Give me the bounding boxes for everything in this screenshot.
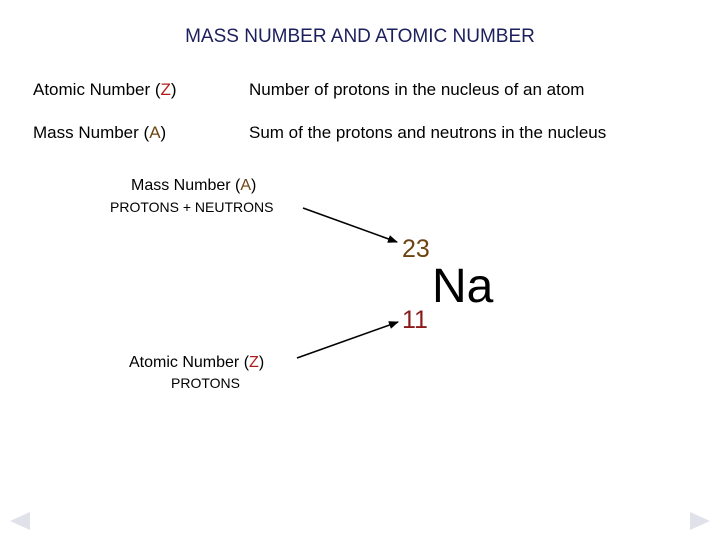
diagram-mass-suffix: )	[251, 177, 257, 194]
diagram-mass-sublabel: PROTONS + NEUTRONS	[110, 199, 274, 215]
atomic-number-value: 11	[402, 306, 428, 334]
diagram-atomic-sublabel: PROTONS	[171, 375, 240, 391]
atomic-arrow	[297, 322, 398, 358]
mass-number-value: 23	[402, 235, 430, 263]
diagram-atomic-suffix: )	[258, 354, 265, 371]
triangle-left-icon[interactable]	[10, 512, 30, 530]
z-symbol: Z	[160, 80, 171, 99]
mass-term-prefix: Mass Number (	[33, 123, 150, 142]
triangle-right-icon[interactable]	[690, 512, 710, 530]
diagram-a-symbol: A	[240, 177, 252, 194]
atomic-number-definition: Number of protons in the nucleus of an atom	[249, 80, 585, 99]
diagram-mass-prefix: Mass Number (	[131, 177, 241, 194]
atomic-term-suffix: )	[170, 80, 177, 99]
mass-number-definition: Sum of the protons and neutrons in the nucleus	[249, 123, 607, 142]
a-symbol: A	[149, 123, 161, 142]
diagram-atomic-prefix: Atomic Number (	[129, 354, 250, 371]
atomic-term-prefix: Atomic Number (	[33, 80, 161, 99]
page-title: MASS NUMBER AND ATOMIC NUMBER	[185, 26, 535, 47]
mass-arrow	[303, 208, 397, 242]
element-symbol: Na	[432, 260, 494, 313]
diagram-z-symbol: Z	[249, 354, 259, 371]
mass-term-suffix: )	[160, 123, 167, 142]
